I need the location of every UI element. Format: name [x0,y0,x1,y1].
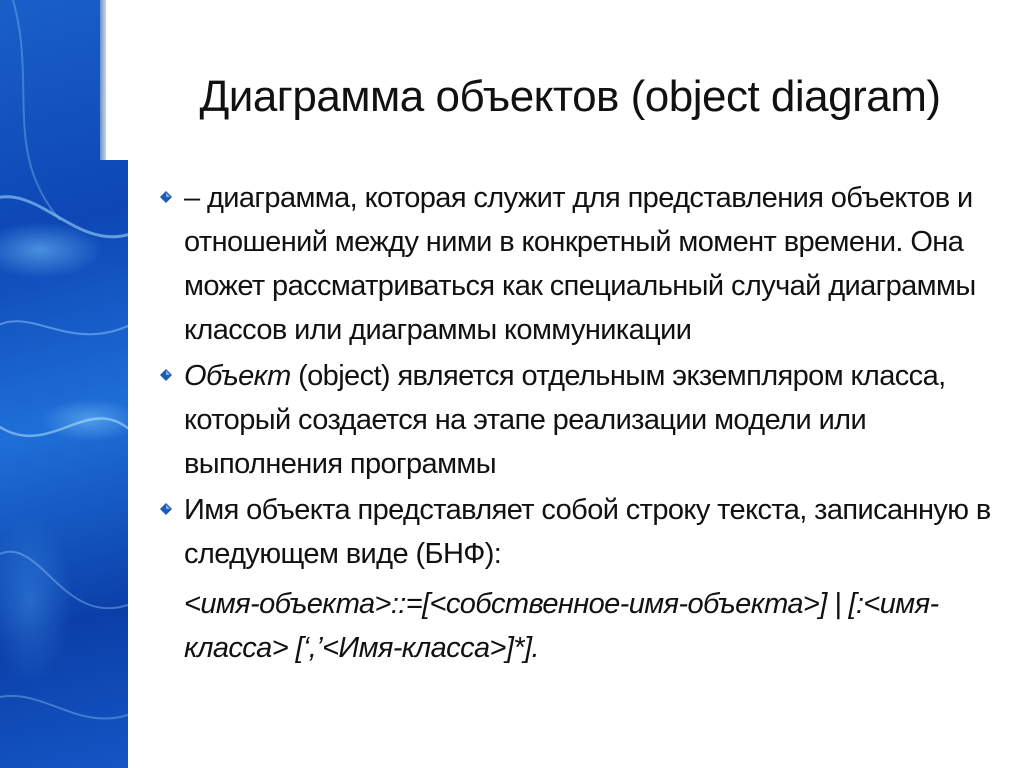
bullet-text: – диаграмма, которая служит для представления объектов и отношений между ними в конкретный момент времени. Она может рассматриваться как специальный случай диаграммы классов или диаграммы коммуникации [184,182,976,346]
bullet-item-definition [158,176,1008,352]
diamond-bullet-icon [160,369,172,381]
slide-body [158,176,1008,670]
bnf-notation: <имя-объекта>::=[<собственное-имя-объекта>] | [:<имя-класса> [‘,’<Имя-класса>]*]. [184,588,939,664]
title-frame-cutout [100,0,128,160]
diamond-bullet-icon [160,503,172,515]
slide-title: Диаграмма объектов (object diagram) [199,72,941,121]
bullet-italic-term: Объект [184,360,291,392]
bullet-text: Имя объекта представляет собой строку текста, записанную в следующем виде (БНФ): [184,494,991,570]
bullet-text: (object) является отдельным экземпляром класса, который создается на этапе реализации модели или выполнения программы [184,360,946,480]
bullet-item-object-name [158,488,1008,576]
bullet-item-object [158,354,1008,486]
diamond-bullet-icon [160,191,172,203]
